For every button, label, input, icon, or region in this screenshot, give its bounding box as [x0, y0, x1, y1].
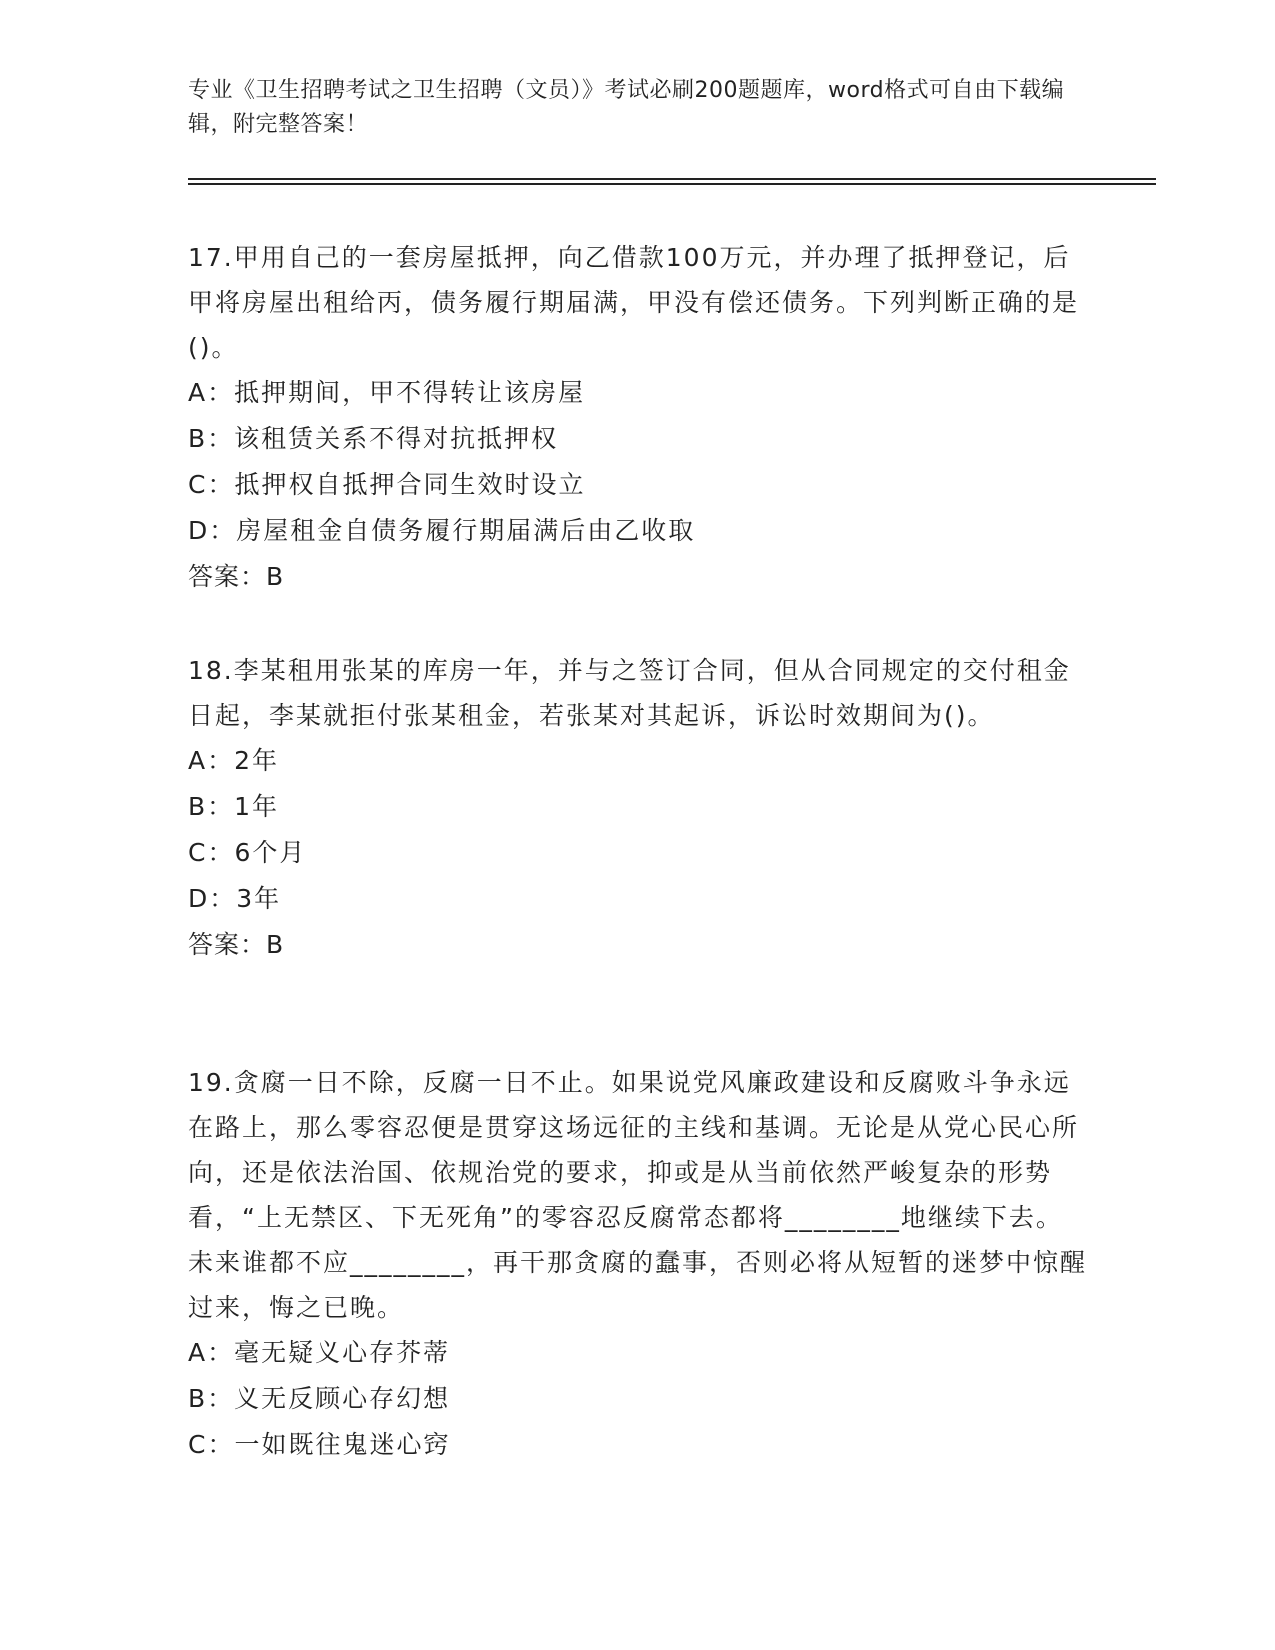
header-divider-line [188, 183, 1156, 185]
answer-line: 答案：B [188, 562, 285, 591]
document-header: 专业《卫生招聘考试之卫生招聘（文员）》考试必刷200题题库，word格式可自由下载编辑，附完整答案！ [188, 78, 1065, 137]
option-b: B：该租赁关系不得对抗抵押权 [188, 424, 559, 453]
question-stem: 18.李某租用张某的库房一年，并与之签订合同，但从合同规定的交付租金日起，李某就拒付张某租金，若张某对其起诉，诉讼时效期间为()。 [188, 656, 1071, 730]
option-a: A：毫无疑义心存芥蒂 [188, 1338, 451, 1367]
answer-line: 答案：B [188, 930, 285, 959]
question-19 [188, 1060, 1088, 1468]
option-c: C：一如既往鬼迷心窍 [188, 1430, 451, 1459]
option-a: A：抵押期间，甲不得转让该房屋 [188, 378, 586, 407]
option-d: D：房屋租金自债务履行期届满后由乙收取 [188, 516, 696, 545]
option-c: C：抵押权自抵押合同生效时设立 [188, 470, 586, 499]
option-b: B：义无反顾心存幻想 [188, 1384, 451, 1413]
header-divider-line [188, 178, 1156, 180]
option-d: D：3年 [188, 884, 282, 913]
question-17 [188, 235, 1088, 600]
question-stem: 17.甲用自己的一套房屋抵押，向乙借款100万元，并办理了抵押登记，后甲将房屋出租给丙，债务履行期届满，甲没有偿还债务。下列判断正确的是()。 [188, 243, 1080, 362]
option-b: B：1年 [188, 792, 280, 821]
option-a: A：2年 [188, 746, 280, 775]
option-c: C：6个月 [188, 838, 307, 867]
question-stem: 19.贪腐一日不除，反腐一日不止。如果说党风廉政建设和反腐败斗争永远在路上，那么零容忍便是贯穿这场远征的主线和基调。无论是从党心民心所向，还是依法治国、依规治党的要求，抑或是从当前依然严峻复杂的形势看，“上无禁区、下无死角”的零容忍反腐常态都将________地继续下去。未来谁都不应________，再干那贪腐的蠢事，否则必将从短暂的迷梦中惊醒过来，悔之已晚。 [188, 1068, 1088, 1322]
question-18 [188, 648, 1088, 968]
